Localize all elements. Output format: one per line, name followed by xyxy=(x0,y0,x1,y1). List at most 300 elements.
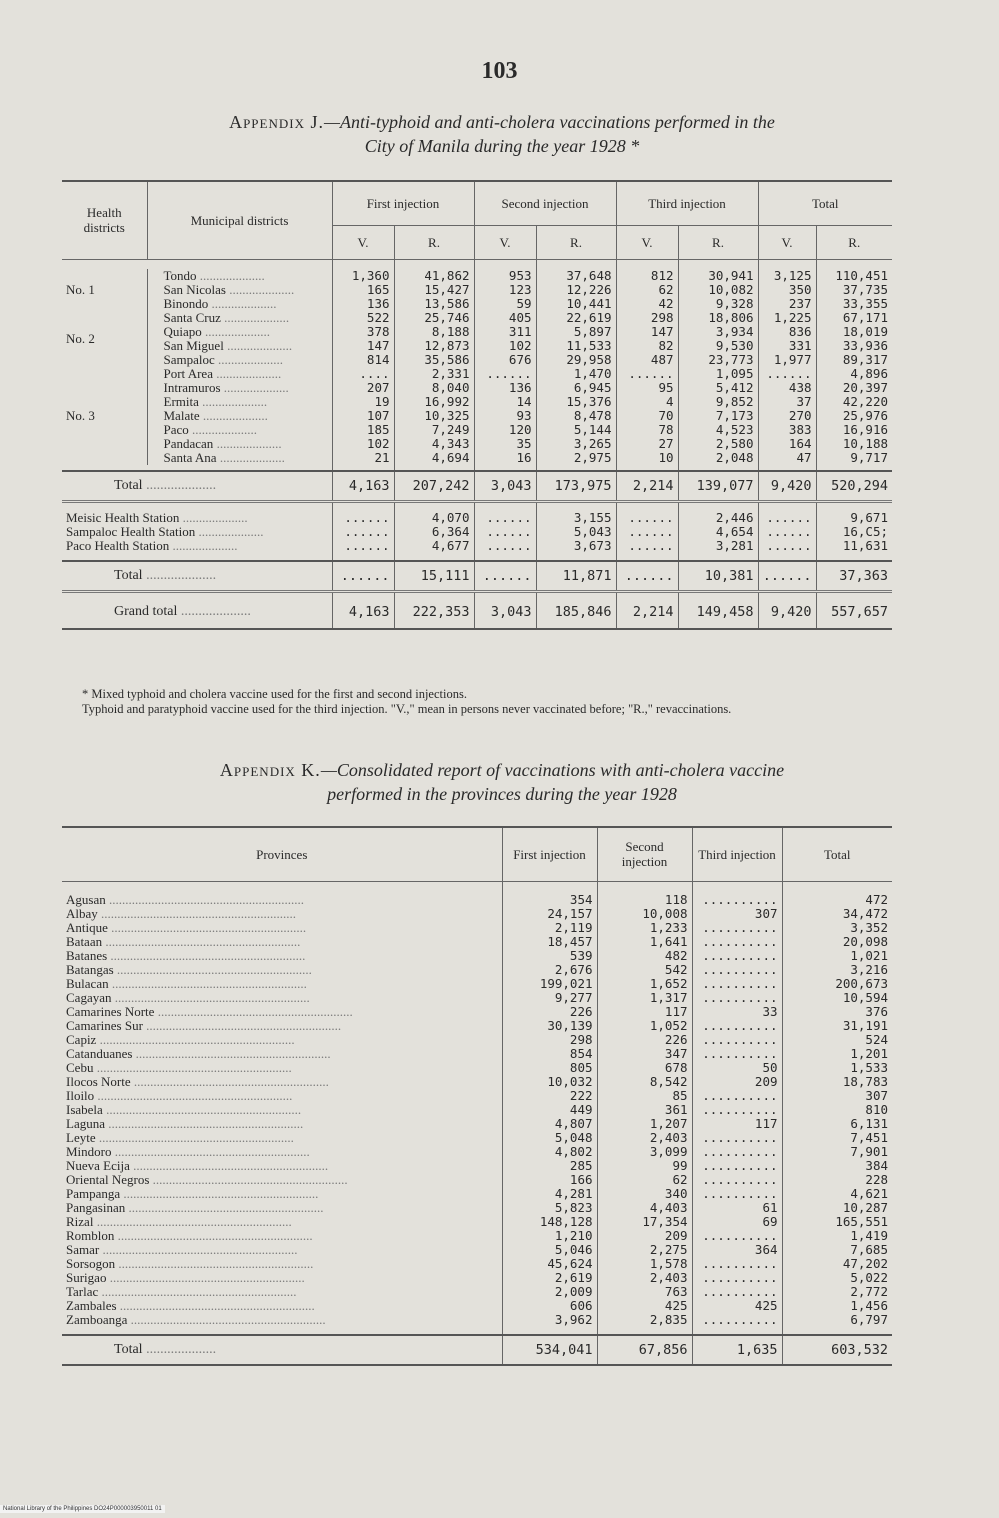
total-row xyxy=(62,595,892,629)
header-r: R. xyxy=(536,225,616,259)
leader-dots: ............................................................ xyxy=(115,1257,314,1271)
value-cell: 148,128 xyxy=(502,1215,597,1229)
leader-dots: ............................................................ xyxy=(127,1313,326,1327)
footer-watermark: National Library of the Philippines DO24P000003950011 01 xyxy=(0,1505,165,1513)
table-row xyxy=(62,1131,892,1145)
district-name: Binondo .................... xyxy=(147,297,332,311)
value-cell: 8,040 xyxy=(394,381,474,395)
value-cell: 226 xyxy=(597,1033,692,1047)
province-name: Rizal ............................................................ xyxy=(66,1215,292,1229)
value-cell: 2,676 xyxy=(502,963,597,977)
value-cell: 8,542 xyxy=(597,1075,692,1089)
value-cell: 41,862 xyxy=(394,269,474,283)
province-name: Surigao ............................................................ xyxy=(66,1271,305,1285)
value-cell: 4,802 xyxy=(502,1145,597,1159)
value-cell: 33,355 xyxy=(816,297,892,311)
leader-dots: ............................................................ xyxy=(106,1271,305,1285)
health-district-label: No. 3 xyxy=(66,408,95,423)
leader-dots: .................... xyxy=(198,395,268,409)
header-v: V. xyxy=(616,225,678,259)
value-cell: 70 xyxy=(616,409,678,423)
appendix-j-title xyxy=(62,110,942,158)
leader-dots: ............................................................ xyxy=(95,1131,294,1145)
spacer-cell xyxy=(474,553,536,561)
value-cell: 199,021 xyxy=(502,977,597,991)
total-row xyxy=(62,471,892,501)
leader-dots: ............................................................ xyxy=(94,1089,293,1103)
value-cell: 200,673 xyxy=(782,977,892,991)
value-cell: 24,157 xyxy=(502,907,597,921)
province-name: Sorsogon ............................................................ xyxy=(66,1257,314,1271)
province-name: Zambales ............................................................ xyxy=(66,1299,315,1313)
province-name: Samar ............................................................ xyxy=(66,1243,298,1257)
value-cell: 78 xyxy=(616,423,678,437)
value-cell: .......... xyxy=(692,1047,782,1061)
value-cell: 1,052 xyxy=(597,1019,692,1033)
value-cell: 1,977 xyxy=(758,353,816,367)
value-cell: 18,019 xyxy=(816,325,892,339)
value-cell: 237 xyxy=(758,297,816,311)
value-cell: 4,281 xyxy=(502,1187,597,1201)
leader-dots: ............................................................ xyxy=(125,1201,324,1215)
value-cell: 102 xyxy=(332,437,394,451)
value-cell: 8,478 xyxy=(536,409,616,423)
table-row xyxy=(62,539,892,553)
leader-dots: .................... xyxy=(216,451,285,465)
value-cell: 603,532 xyxy=(782,1335,892,1365)
value-cell: 117 xyxy=(692,1117,782,1131)
table-row xyxy=(62,451,892,465)
value-cell: ...... xyxy=(616,367,678,381)
value-cell: 45,624 xyxy=(502,1257,597,1271)
value-cell: 222 xyxy=(502,1089,597,1103)
province-name: Bataan ............................................................ xyxy=(66,935,301,949)
province-name: Agusan ............................................................ xyxy=(66,893,304,907)
district-name: Ermita .................... xyxy=(147,395,332,409)
district-name: Santa Ana .................... xyxy=(147,451,332,465)
station-name: Paco Health Station .................... xyxy=(66,539,238,553)
table-row xyxy=(62,1145,892,1159)
value-cell: 21 xyxy=(332,451,394,465)
leader-dots: ............................................................ xyxy=(93,1215,292,1229)
value-cell: 1,095 xyxy=(678,367,758,381)
value-cell: 354 xyxy=(502,893,597,907)
value-cell: 3,962 xyxy=(502,1313,597,1327)
value-cell: 27 xyxy=(616,437,678,451)
leader-dots: .................... xyxy=(201,325,271,339)
table-row xyxy=(62,977,892,991)
table-row xyxy=(62,1019,892,1033)
spacer-cell xyxy=(536,553,616,561)
value-cell: 1,021 xyxy=(782,949,892,963)
value-cell: 2,331 xyxy=(394,367,474,381)
leader-dots: ............................................................ xyxy=(99,1243,298,1257)
value-cell: 542 xyxy=(597,963,692,977)
value-cell: 35,586 xyxy=(394,353,474,367)
value-cell: 185 xyxy=(332,423,394,437)
total-label: Total .................... xyxy=(114,567,217,583)
value-cell: 147 xyxy=(332,339,394,353)
header-health-districts: Health districts xyxy=(62,181,147,259)
value-cell: 1,470 xyxy=(536,367,616,381)
province-name: Cagayan ............................................................ xyxy=(66,991,310,1005)
table-row xyxy=(62,1103,892,1117)
value-cell: 384 xyxy=(782,1159,892,1173)
appendix-k-body xyxy=(62,881,892,1365)
district-name: Quiapo .................... xyxy=(147,325,332,339)
value-cell: 4 xyxy=(616,395,678,409)
spacer-cell xyxy=(62,553,147,561)
table-row xyxy=(62,525,892,539)
table-row xyxy=(62,381,892,395)
value-cell: 482 xyxy=(597,949,692,963)
leader-dots: ............................................................ xyxy=(93,1061,292,1075)
value-cell: 30,139 xyxy=(502,1019,597,1033)
leader-dots: .................... xyxy=(213,437,282,451)
value-cell: 5,412 xyxy=(678,381,758,395)
leader-dots: ............................................................ xyxy=(96,1033,295,1047)
footnote-line1: * Mixed typhoid and cholera vaccine used for the first and second injections. xyxy=(82,687,467,701)
value-cell: 99 xyxy=(597,1159,692,1173)
leader-dots: .................... xyxy=(214,353,284,367)
leader-dots: ............................................................ xyxy=(149,1173,348,1187)
spacer-cell xyxy=(332,553,394,561)
value-cell: 136 xyxy=(332,297,394,311)
value-cell: 2,214 xyxy=(616,595,678,629)
value-cell: 16,C5; xyxy=(816,525,892,539)
value-cell: 3,352 xyxy=(782,921,892,935)
value-cell: 207,242 xyxy=(394,471,474,501)
value-cell: 9,530 xyxy=(678,339,758,353)
appendix-j-table xyxy=(62,180,892,630)
table-row xyxy=(62,1201,892,1215)
district-name: Intramuros .................... xyxy=(147,381,332,395)
leader-dots: ............................................................ xyxy=(105,893,304,907)
value-cell: 20,397 xyxy=(816,381,892,395)
leader-dots: ............................................................ xyxy=(97,907,297,921)
value-cell: .......... xyxy=(692,963,782,977)
value-cell: 16 xyxy=(474,451,536,465)
province-name: Mindoro ............................................................ xyxy=(66,1145,310,1159)
spacer-cell xyxy=(758,553,816,561)
leader-dots: .................... xyxy=(179,511,248,525)
value-cell: 4,070 xyxy=(394,511,474,525)
value-cell: 10,287 xyxy=(782,1201,892,1215)
value-cell: 16,916 xyxy=(816,423,892,437)
spacer-cell xyxy=(502,1327,597,1335)
table-row xyxy=(62,423,892,437)
value-cell: ...... xyxy=(332,525,394,539)
value-cell: 534,041 xyxy=(502,1335,597,1365)
district-name: Port Area .................... xyxy=(147,367,332,381)
table-row xyxy=(62,949,892,963)
header-r: R. xyxy=(816,225,892,259)
value-cell: 6,131 xyxy=(782,1117,892,1131)
province-name: Pangasinan ............................................................ xyxy=(66,1201,324,1215)
value-cell: 5,046 xyxy=(502,1243,597,1257)
leader-dots: .................... xyxy=(223,339,293,353)
value-cell: 1,210 xyxy=(502,1229,597,1243)
total-label: Total .................... xyxy=(114,1342,217,1357)
province-name: Tarlac ............................................................ xyxy=(66,1285,297,1299)
value-cell: 69 xyxy=(692,1215,782,1229)
value-cell: 102 xyxy=(474,339,536,353)
leader-dots: .................... xyxy=(142,477,217,493)
province-name: Oriental Negros ............................................................ xyxy=(66,1173,348,1187)
spacer-cell xyxy=(678,553,758,561)
table-row xyxy=(62,325,892,339)
value-cell: 10,032 xyxy=(502,1075,597,1089)
value-cell: 311 xyxy=(474,325,536,339)
value-cell: 2,619 xyxy=(502,1271,597,1285)
value-cell: 110,451 xyxy=(816,269,892,283)
table-row xyxy=(62,395,892,409)
value-cell: 5,022 xyxy=(782,1271,892,1285)
spacer-cell xyxy=(147,553,332,561)
value-cell: 3,043 xyxy=(474,595,536,629)
leader-dots: ............................................................ xyxy=(107,921,307,935)
value-cell: 4,807 xyxy=(502,1117,597,1131)
value-cell: 7,173 xyxy=(678,409,758,423)
leader-dots: ............................................................ xyxy=(104,1117,304,1131)
value-cell: ...... xyxy=(474,525,536,539)
value-cell: 149,458 xyxy=(678,595,758,629)
value-cell: 347 xyxy=(597,1047,692,1061)
value-cell: 376 xyxy=(782,1005,892,1019)
value-cell: .......... xyxy=(692,1019,782,1033)
value-cell: 47,202 xyxy=(782,1257,892,1271)
value-cell: 207 xyxy=(332,381,394,395)
value-cell: 5,144 xyxy=(536,423,616,437)
total-row xyxy=(62,561,892,591)
spacer-row xyxy=(62,553,892,561)
value-cell: 6,945 xyxy=(536,381,616,395)
province-name: Antique ............................................................ xyxy=(66,921,307,935)
value-cell: 4,654 xyxy=(678,525,758,539)
value-cell: 539 xyxy=(502,949,597,963)
leader-dots: .................... xyxy=(169,539,238,553)
value-cell: 118 xyxy=(597,893,692,907)
value-cell: 12,873 xyxy=(394,339,474,353)
value-cell: 25,746 xyxy=(394,311,474,325)
value-cell: ...... xyxy=(616,525,678,539)
header-v: V. xyxy=(332,225,394,259)
header-second-injection: Second injection xyxy=(597,827,692,881)
value-cell: 37,363 xyxy=(816,561,892,591)
value-cell: 37 xyxy=(758,395,816,409)
appendix-j-title-line1: —Anti-typhoid and anti-cholera vaccinations performed in the xyxy=(323,112,775,132)
value-cell: 18,783 xyxy=(782,1075,892,1089)
value-cell: 120 xyxy=(474,423,536,437)
table-row xyxy=(62,297,892,311)
value-cell: 107 xyxy=(332,409,394,423)
value-cell: 270 xyxy=(758,409,816,423)
spacer-row xyxy=(62,259,892,269)
value-cell: 18,806 xyxy=(678,311,758,325)
value-cell: 1,419 xyxy=(782,1229,892,1243)
table-row xyxy=(62,409,892,423)
table-row xyxy=(62,907,892,921)
value-cell: 331 xyxy=(758,339,816,353)
value-cell: 35 xyxy=(474,437,536,451)
table-row xyxy=(62,1061,892,1075)
value-cell: 10,381 xyxy=(678,561,758,591)
leader-dots: ............................................................ xyxy=(130,1075,329,1089)
table-row xyxy=(62,1075,892,1089)
value-cell: 173,975 xyxy=(536,471,616,501)
value-cell: 2,446 xyxy=(678,511,758,525)
value-cell: 4,621 xyxy=(782,1187,892,1201)
spacer-cell xyxy=(62,259,147,269)
leader-dots: ............................................................ xyxy=(132,1047,331,1061)
value-cell: 4,163 xyxy=(332,595,394,629)
table-row xyxy=(62,1159,892,1173)
table-row xyxy=(62,283,892,297)
value-cell: 364 xyxy=(692,1243,782,1257)
value-cell: 13,586 xyxy=(394,297,474,311)
leader-dots: .................... xyxy=(177,603,251,619)
station-name: Sampaloc Health Station .................... xyxy=(66,525,264,539)
table-row xyxy=(62,1243,892,1257)
value-cell: 42 xyxy=(616,297,678,311)
table-row xyxy=(62,1271,892,1285)
header-total: Total xyxy=(782,827,892,881)
value-cell: 34,472 xyxy=(782,907,892,921)
value-cell: 4,896 xyxy=(816,367,892,381)
value-cell: 4,163 xyxy=(332,471,394,501)
value-cell: 1,317 xyxy=(597,991,692,1005)
spacer-cell xyxy=(692,1327,782,1335)
district-name: Santa Cruz .................... xyxy=(147,311,332,325)
value-cell: .......... xyxy=(692,1313,782,1327)
value-cell: 557,657 xyxy=(816,595,892,629)
province-name: Batangas ............................................................ xyxy=(66,963,312,977)
leader-dots: ............................................................ xyxy=(129,1159,329,1173)
value-cell: 11,871 xyxy=(536,561,616,591)
province-name: Catanduanes ............................................................ xyxy=(66,1047,331,1061)
leader-dots: ............................................................ xyxy=(111,991,310,1005)
spacer-cell xyxy=(597,1327,692,1335)
spacer-cell xyxy=(147,259,332,269)
value-cell: 209 xyxy=(597,1229,692,1243)
value-cell: 6,797 xyxy=(782,1313,892,1327)
district-name: Pandacan .................... xyxy=(147,437,332,451)
value-cell: .......... xyxy=(692,1187,782,1201)
value-cell: 9,420 xyxy=(758,595,816,629)
value-cell: 1,233 xyxy=(597,921,692,935)
value-cell: 676 xyxy=(474,353,536,367)
leader-dots: ............................................................ xyxy=(102,1103,302,1117)
header-provinces: Provinces xyxy=(62,827,502,881)
province-name: Capiz ............................................................ xyxy=(66,1033,295,1047)
value-cell: .......... xyxy=(692,1131,782,1145)
value-cell: 139,077 xyxy=(678,471,758,501)
value-cell: 7,249 xyxy=(394,423,474,437)
value-cell: 1,207 xyxy=(597,1117,692,1131)
total-row xyxy=(62,1335,892,1365)
appendix-k-table xyxy=(62,826,892,1366)
value-cell: 1,225 xyxy=(758,311,816,325)
header-first-injection: First injection xyxy=(332,181,474,225)
value-cell: ...... xyxy=(616,511,678,525)
leader-dots: ............................................................ xyxy=(120,1187,319,1201)
appendix-k-title xyxy=(62,758,942,806)
value-cell: .......... xyxy=(692,1159,782,1173)
value-cell: 3,043 xyxy=(474,471,536,501)
leader-dots: ............................................................ xyxy=(98,1285,297,1299)
value-cell: .......... xyxy=(692,935,782,949)
value-cell: 61 xyxy=(692,1201,782,1215)
value-cell: 19 xyxy=(332,395,394,409)
value-cell: 11,533 xyxy=(536,339,616,353)
leader-dots: ............................................................ xyxy=(116,1299,315,1313)
value-cell: 226 xyxy=(502,1005,597,1019)
value-cell: 405 xyxy=(474,311,536,325)
leader-dots: ............................................................ xyxy=(114,1229,313,1243)
leader-dots: .................... xyxy=(220,381,289,395)
appendix-k-title-line1: —Consolidated report of vaccinations with anti-cholera vaccine xyxy=(320,760,785,780)
leader-dots: .................... xyxy=(212,367,282,381)
district-name: Paco .................... xyxy=(147,423,332,437)
value-cell: 93 xyxy=(474,409,536,423)
station-name: Meisic Health Station .................... xyxy=(66,511,248,525)
spacer-cell xyxy=(147,501,332,511)
value-cell: 836 xyxy=(758,325,816,339)
district-name: Malate .................... xyxy=(147,409,332,423)
value-cell: 298 xyxy=(502,1033,597,1047)
value-cell: 606 xyxy=(502,1299,597,1313)
value-cell: 29,958 xyxy=(536,353,616,367)
header-r: R. xyxy=(678,225,758,259)
value-cell: .......... xyxy=(692,1285,782,1299)
value-cell: 22,619 xyxy=(536,311,616,325)
value-cell: 953 xyxy=(474,269,536,283)
value-cell: 10,082 xyxy=(678,283,758,297)
header-first-injection: First injection xyxy=(502,827,597,881)
province-name: Bulacan ............................................................ xyxy=(66,977,307,991)
value-cell: 307 xyxy=(782,1089,892,1103)
leader-dots: ............................................................ xyxy=(102,935,301,949)
value-cell: ...... xyxy=(758,539,816,553)
district-name: Sampaloc .................... xyxy=(147,353,332,367)
header-total: Total xyxy=(758,181,892,225)
header-r: R. xyxy=(394,225,474,259)
value-cell: 67,856 xyxy=(597,1335,692,1365)
total-label: Total .................... xyxy=(114,477,217,493)
value-cell: 15,427 xyxy=(394,283,474,297)
value-cell: 6,364 xyxy=(394,525,474,539)
value-cell: 285 xyxy=(502,1159,597,1173)
appendix-j-body xyxy=(62,259,892,629)
header-third-injection: Third injection xyxy=(616,181,758,225)
value-cell: 2,119 xyxy=(502,921,597,935)
value-cell: 42,220 xyxy=(816,395,892,409)
value-cell: 37,735 xyxy=(816,283,892,297)
value-cell: 2,009 xyxy=(502,1285,597,1299)
value-cell: 123 xyxy=(474,283,536,297)
value-cell: 7,451 xyxy=(782,1131,892,1145)
spacer-cell xyxy=(62,501,147,511)
leader-dots: ............................................................ xyxy=(107,949,306,963)
value-cell: .......... xyxy=(692,1257,782,1271)
value-cell: 7,685 xyxy=(782,1243,892,1257)
appendix-k-label: Appendix K. xyxy=(219,760,321,780)
value-cell: 7,901 xyxy=(782,1145,892,1159)
table-row xyxy=(62,311,892,325)
value-cell: 16,992 xyxy=(394,395,474,409)
value-cell: 383 xyxy=(758,423,816,437)
value-cell: 810 xyxy=(782,1103,892,1117)
